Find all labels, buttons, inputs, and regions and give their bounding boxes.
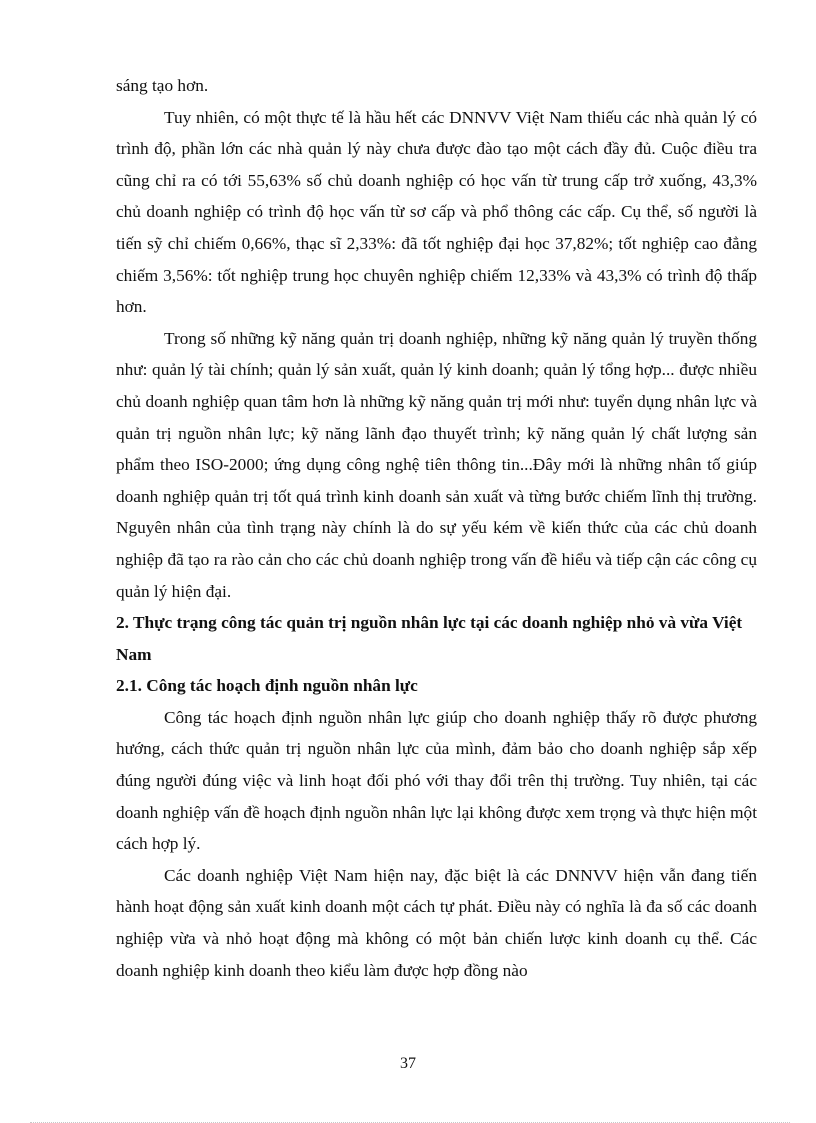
section-heading-2: 2. Thực trạng công tác quản trị nguồn nhân lực tại các doanh nghiệp nhỏ và vừa Việt Nam bbox=[116, 613, 743, 664]
paragraph-hr-planning: Công tác hoạch định nguồn nhân lực giúp cho doanh nghiệp thấy rõ được phương hướng, cách thức quản trị nguồn nhân lực của mình, đảm bảo cho doanh nghiệp sắp xếp đúng người đúng việc và linh hoạt đối phó với thay đổi trên thị trường. Tuy nhiên, tại các doanh nghiệp vấn đề hoạch định nguồn nhân lực lại không được xem trọng và thực hiện một cách hợp lý. bbox=[116, 707, 757, 854]
paragraph-management-skills: Trong số những kỹ năng quản trị doanh nghiệp, những kỹ năng quản lý truyền thống như: quản lý tài chính; quản lý sản xuất, quản lý kinh doanh; quản lý tổng hợp... được nhiều chủ doanh nghiệp quan tâm hơn là những kỹ năng quản trị mới như: tuyển dụng nhân lực và quản trị nguồn nhân lực; kỹ năng lãnh đạo thuyết trình; kỹ năng quản lý chất lượng sản phẩm theo ISO-2000; ứng dụng công nghệ tiên thông tin...Đây mới là những nhân tố giúp doanh nghiệp quản trị tốt quá trình kinh doanh sản xuất và từng bước chiếm lĩnh thị trường. Nguyên nhân của tình trạng này chính là do sự yếu kém về kiến thức của các chủ doanh nghiệp đã tạo ra rào cản cho các chủ doanh nghiệp trong vấn đề hiểu và tiếp cận các công cụ quản lý hiện đại. bbox=[116, 328, 757, 601]
paragraph-continuation: sáng tạo hơn. bbox=[116, 76, 209, 95]
subsection-heading-2-1: 2.1. Công tác hoạch định nguồn nhân lực bbox=[116, 676, 418, 696]
document-body bbox=[116, 70, 757, 986]
page-number: 37 bbox=[400, 1055, 416, 1072]
paragraph-manager-education: Tuy nhiên, có một thực tế là hầu hết các DNNVV Việt Nam thiếu các nhà quản lý có trình độ, phần lớn các nhà quản lý này chưa được đào tạo một cách đầy đủ. Cuộc điều tra cũng chỉ ra có tới 55,63% số chủ doanh nghiệp có học vấn từ trung cấp trở xuống, 43,3% chủ doanh nghiệp có trình độ học vấn từ sơ cấp và phổ thông các cấp. Cụ thể, số người là tiến sỹ chỉ chiếm 0,66%, thạc sĩ 2,33%: đã tốt nghiệp đại học 37,82%; tốt nghiệp cao đẳng chiếm 3,56%: tốt nghiệp trung học chuyên nghiệp chiếm 12,33% và 43,3% có trình độ thấp hơn. bbox=[116, 107, 757, 317]
paragraph-sme-operations: Các doanh nghiệp Việt Nam hiện nay, đặc biệt là các DNNVV hiện vẫn đang tiến hành hoạt động sản xuất kinh doanh một cách tự phát. Điều này có nghĩa là đa số các doanh nghiệp vừa và nhỏ hoạt động mà không có một bản chiến lược kinh doanh cụ thể. Các doanh nghiệp kinh doanh theo kiểu làm được hợp đồng nào bbox=[116, 865, 757, 980]
